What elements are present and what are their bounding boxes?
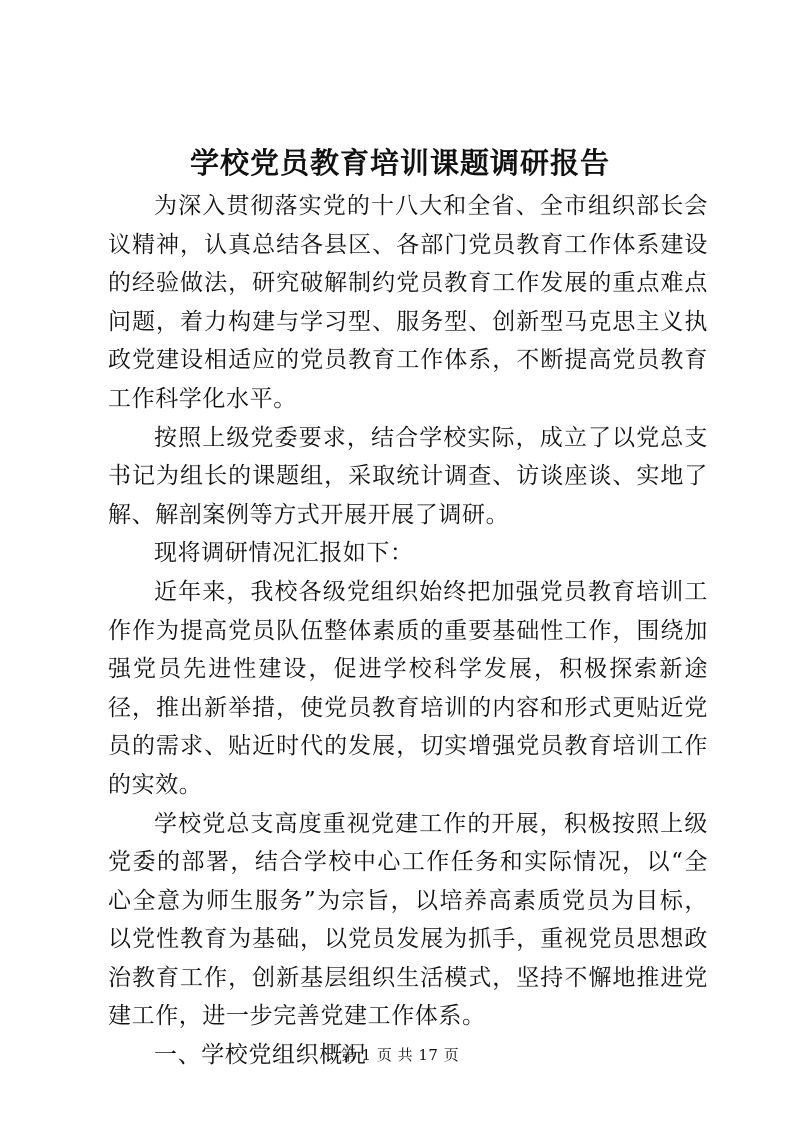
paragraph-report-lead: 现将调研情况汇报如下： [154, 540, 414, 567]
paragraph-intro: 为深入贯彻落实党的十八大和全省、全市组织部长会议精神，认真总结各县区、各部门党员教育工作体系建设的经验做法，研究破解制约党员教育工作发展的重点难点问题，着力构建与学习型、服务型、创新型马克思主义执政党建设相适应的党员教育工作体系，不断提高党员教育工作科学化水平。 [108, 193, 708, 412]
page-number-footer: 第 1 页 共 17 页 [340, 1046, 460, 1064]
paragraph-method: 按照上级党委要求，结合学校实际，成立了以党总支书记为组长的课题组，采取统计调查、访谈座谈、实地了解、解剖案例等方式开展开展了调研。 [108, 424, 708, 528]
document-title: 学校党员教育培训课题调研报告 [189, 146, 610, 180]
paragraph-overview: 近年来，我校各级党组织始终把加强党员教育培训工作作为提高党员队伍整体素质的重要基础性工作，围绕加强党员先进性建设，促进学校科学发展，积极探索新途径，推出新举措，使党员教育培训的内容和形式更贴近党员的需求、贴近时代的发展，切实增强党员教育培训工作的实效。 [108, 578, 708, 798]
document-body [108, 187, 708, 1075]
paragraph-party-work: 学校党总支高度重视党建工作的开展，积极按照上级党委的部署，结合学校中心工作任务和实际情况，以“全心全意为师生服务”为宗旨，以培养高素质党员为目标，以党性教育为基础，以党员发展为抓手，重视党员思想政治教育工作，创新基层组织生活模式，坚持不懈地推进党建工作，进一步完善党建工作体系。 [108, 810, 708, 1030]
section-heading: 一、学校党组织概况 [154, 1042, 367, 1069]
